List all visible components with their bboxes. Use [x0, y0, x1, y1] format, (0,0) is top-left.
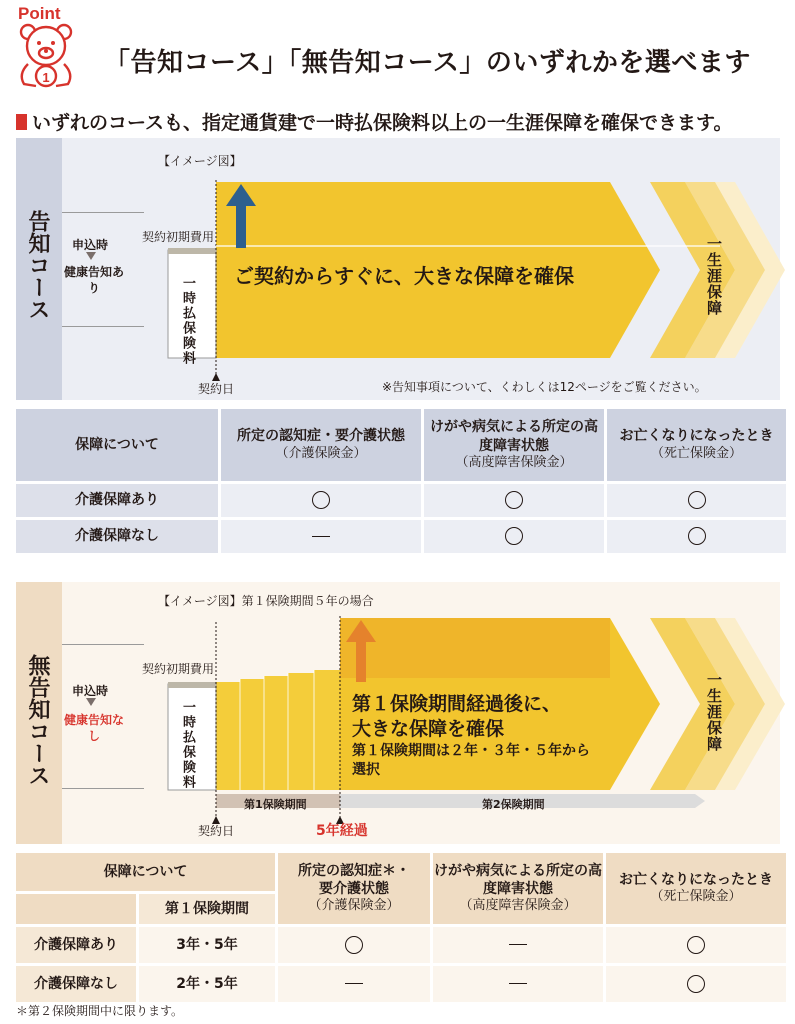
lifetime-coverage-label: 一生涯保障 [705, 672, 723, 752]
divider [62, 788, 144, 789]
table-subheader-period1: 第１保険期間 [139, 894, 275, 924]
health-notification-condition: 健康告知あり [64, 265, 125, 296]
divider [62, 212, 144, 213]
down-triangle-icon [86, 252, 96, 260]
divider [62, 326, 144, 327]
dash-icon [312, 536, 330, 537]
period1-label: 第1保険期間 [244, 798, 307, 811]
table-row [16, 520, 786, 553]
contract-date-label: 契約日 [198, 824, 235, 838]
image-label: 【イメージ図】 [158, 154, 242, 168]
row-period: 3年・5年 [139, 927, 275, 963]
row-label: 介護保障あり [16, 484, 218, 517]
application-time-label: 申込時 [72, 684, 109, 698]
table-header-death: お亡くなりになったとき （死亡保険金） [607, 409, 786, 481]
coverage-headline: ご契約からすぐに、大きな保障を確保 [234, 264, 574, 288]
dash-icon [345, 983, 363, 984]
point-number: 1 [42, 70, 50, 85]
point-label: Point [18, 4, 61, 23]
coverage-arrow-top [340, 618, 610, 678]
down-triangle-icon [86, 698, 96, 706]
table-row [16, 927, 786, 963]
bear-mascot-icon [14, 22, 78, 90]
initial-cost-label: 契約初期費用 [142, 662, 215, 676]
premium-label: 一時払保険料 [180, 700, 195, 790]
initial-cost-label: 契約初期費用 [142, 230, 215, 244]
table-header-coverage: 保障について [16, 853, 275, 891]
footnote: ＊第２保険期間中に限ります。 [16, 1004, 184, 1018]
circle-icon [505, 527, 523, 545]
step-2 [240, 679, 264, 790]
premium-label: 一時払保険料 [180, 276, 195, 366]
period-choice-note: 第１保険期間は２年・３年・５年から 選択 [352, 743, 590, 778]
contract-date-label: 契約日 [198, 382, 235, 396]
table-row [16, 484, 786, 517]
no-notification-course-label: 無告知コース [25, 654, 50, 786]
circle-icon [312, 491, 330, 509]
elapsed-label: 5年経過 [316, 823, 368, 839]
table-header-disability: けがや病気による所定の高度障害状態 （高度障害保険金） [424, 409, 604, 481]
coverage-headline: 第１保険期間経過後に、 大きな保障を確保 [352, 693, 562, 740]
circle-icon [687, 975, 705, 993]
step-1 [216, 682, 240, 790]
notification-note: ※告知事項について、くわしくは12ページをご覧ください。 [382, 380, 707, 394]
notification-course-table [13, 406, 789, 556]
row-period: 2年・5年 [139, 966, 275, 1002]
step-5 [314, 670, 340, 790]
row-label: 介護保障なし [16, 520, 218, 553]
step-3 [264, 676, 288, 790]
up-arrow-shaft [236, 202, 246, 248]
notification-course-label: 告知コース [25, 210, 50, 320]
table-header-disability: けがや病気による所定の高度障害状態 （高度障害保険金） [433, 853, 603, 924]
health-notification-condition: 健康告知なし [64, 713, 125, 744]
table-row [16, 966, 786, 1002]
step-4 [288, 673, 314, 790]
lifetime-coverage-label: 一生涯保障 [705, 236, 723, 316]
row-label: 介護保障なし [16, 966, 136, 1002]
circle-icon [687, 936, 705, 954]
circle-icon [688, 527, 706, 545]
table-header-dementia: 所定の認知症・要介護状態 （介護保険金） [221, 409, 421, 481]
period2-label: 第2保険期間 [482, 798, 545, 811]
no-notification-course-table [13, 850, 789, 1005]
circle-icon [688, 491, 706, 509]
image-label: 【イメージ図】第１保険期間５年の場合 [158, 594, 374, 608]
table-header-death: お亡くなりになったとき （死亡保険金） [606, 853, 786, 924]
circle-icon [505, 491, 523, 509]
circle-icon [345, 936, 363, 954]
dash-icon [509, 983, 527, 984]
row-label: 介護保障あり [16, 927, 136, 963]
divider [62, 644, 144, 645]
initial-cost-bar [168, 248, 216, 254]
page-title: 「告知コース」「無告知コース」のいずれかを選べます [104, 48, 751, 78]
initial-cost-bar [168, 682, 216, 688]
dash-icon [509, 944, 527, 945]
application-time-label: 申込時 [72, 238, 109, 252]
page-subtitle: いずれのコースも、指定通貨建で一時払保険料以上の一生涯保障を確保できます。 [16, 108, 733, 135]
up-arrow-shaft [356, 638, 366, 682]
table-header-coverage: 保障について [16, 409, 218, 481]
table-header-dementia: 所定の認知症＊・ 要介護状態 （介護保険金） [278, 853, 430, 924]
